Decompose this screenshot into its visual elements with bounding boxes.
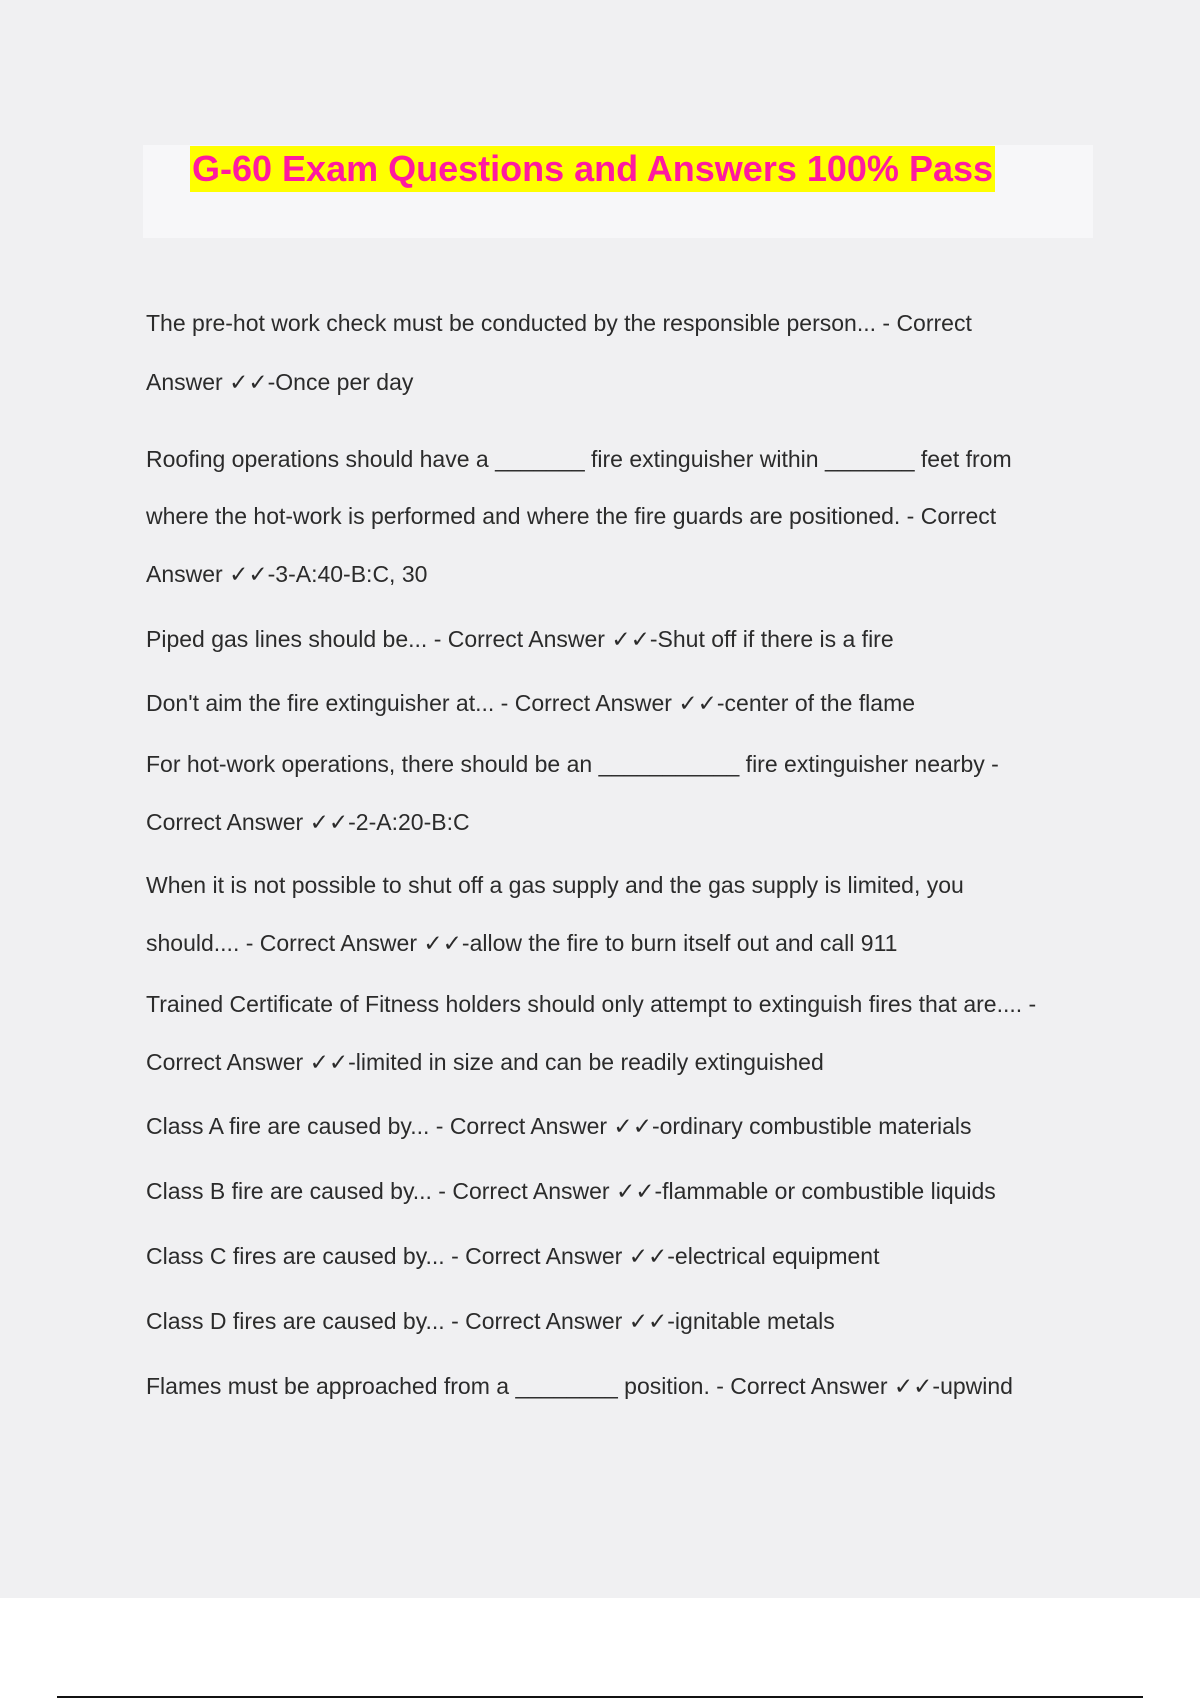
qa-line: Don't aim the fire extinguisher at... - Correct Answer ✓✓-center of the flame [146, 690, 916, 716]
qa-line: where the hot-work is performed and where the fire guards are positioned. - Correct [146, 503, 997, 529]
qa-line: The pre-hot work check must be conducted by the responsible person... - Correct [146, 310, 972, 336]
qa-line: Answer ✓✓-3-A:40-B:C, 30 [146, 561, 428, 587]
qa-line: should.... - Correct Answer ✓✓-allow the fire to burn itself out and call 911 [146, 930, 898, 956]
document-title: G-60 Exam Questions and Answers 100% Pass [190, 146, 995, 192]
qa-line: For hot-work operations, there should be an ___________ fire extinguisher nearby - [146, 751, 999, 777]
qa-line: Class B fire are caused by... - Correct Answer ✓✓-flammable or combustible liquids [146, 1178, 996, 1204]
qa-line: When it is not possible to shut off a gas supply and the gas supply is limited, you [146, 872, 964, 898]
qa-line: Piped gas lines should be... - Correct Answer ✓✓-Shut off if there is a fire [146, 626, 894, 652]
qa-line: Roofing operations should have a _______ fire extinguisher within _______ feet from [146, 446, 1012, 472]
qa-line: Trained Certificate of Fitness holders should only attempt to extinguish fires that are.... - [146, 991, 1037, 1017]
footer-divider [57, 1696, 1143, 1698]
qa-line: Correct Answer ✓✓-2-A:20-B:C [146, 809, 470, 835]
qa-line: Flames must be approached from a ________ position. - Correct Answer ✓✓-upwind [146, 1373, 1013, 1399]
qa-line: Class D fires are caused by... - Correct Answer ✓✓-ignitable metals [146, 1308, 835, 1334]
qa-line: Answer ✓✓-Once per day [146, 369, 414, 395]
qa-line: Class C fires are caused by... - Correct Answer ✓✓-electrical equipment [146, 1243, 880, 1269]
qa-line: Class A fire are caused by... - Correct Answer ✓✓-ordinary combustible materials [146, 1113, 972, 1139]
qa-line: Correct Answer ✓✓-limited in size and can be readily extinguished [146, 1049, 824, 1075]
